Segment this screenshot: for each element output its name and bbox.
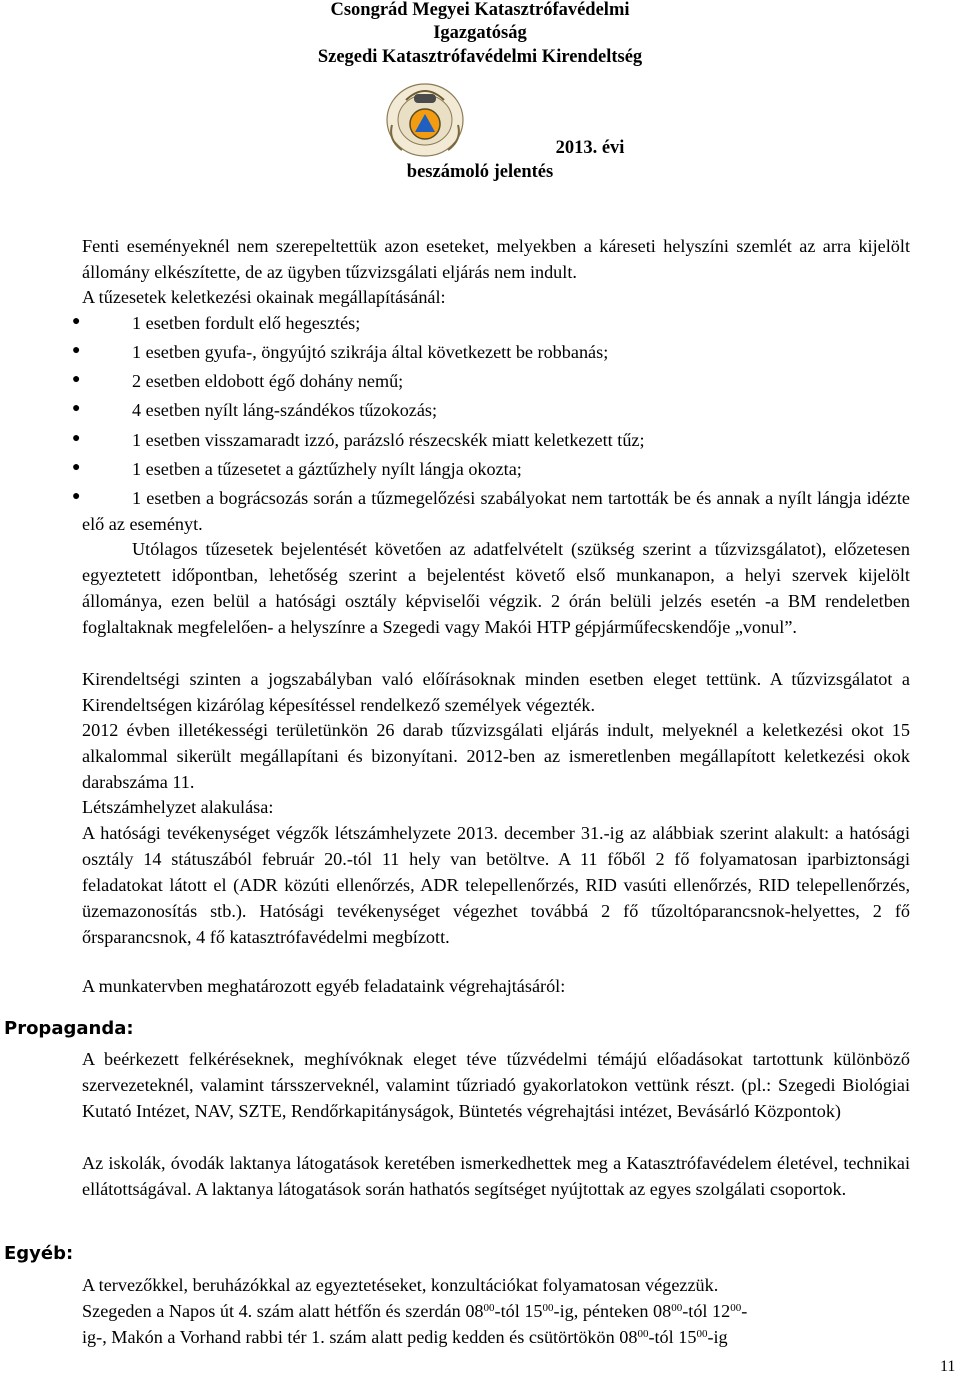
bullet-icon: ● xyxy=(72,431,81,446)
paragraph-propaganda-1: A beérkezett felkéréseknek, meghívóknak eleget téve tűzvédelmi témájú előadásokat tartottunk különböző szervezeteknél, valamint társszerveknél, valamint tűzriadó gyakorlatokon vettünk részt. (pl.: Szegedi Biológiai Kutató Intézet, NAV, SZTE, Rendőrkapitányságok, Büntetés végrehajtási intézet, Bevásárló Központok) xyxy=(82,1049,910,1121)
letszam-title: Létszámhelyzet alakulása: xyxy=(82,797,274,817)
paragraph-propaganda-2: Az iskolák, óvodák laktanya látogatások keretében ismerkedhettek meg a Katasztrófavédelem életével, technikai ellátottságával. A laktanya látogatások során hathatós segítséget nyújtottak az egyes szolgálati csoportok. xyxy=(82,1153,910,1199)
report-title: beszámoló jelentés xyxy=(406,162,554,182)
report-year: 2013. évi xyxy=(555,138,625,158)
list-item: 1 esetben gyufa-, öngyújtó szikrája által következett be robbanás; xyxy=(132,342,609,362)
paragraph-kirendeltseg: Kirendeltségi szinten a jogszabályban való előírásoknak minden esetben eleget tettünk. A tűzvizsgálatot a Kirendeltségen kizárólag képesítéssel rendelkező személyek végezték. xyxy=(82,669,910,715)
header-org-line2: Igazgatóság xyxy=(433,23,527,43)
causes-title: A tűzesetek keletkezési okainak megállapításánál: xyxy=(82,287,446,307)
list-item: 2 esetben eldobott égő dohány nemű; xyxy=(132,371,404,391)
bullet-icon: ● xyxy=(72,343,81,358)
list-item: 4 esetben nyílt láng-szándékos tűzokozás; xyxy=(132,400,438,420)
list-item: 1 esetben a tűzesetet a gáztűzhely nyílt lángja okozta; xyxy=(132,459,522,479)
egyeb-line-1: A tervezőkkel, beruházókkal az egyeztetéseket, konzultációkat folyamatosan végezzük. xyxy=(82,1275,719,1295)
list-item: 1 esetben a bográcsozás során a tűzmegelőzési szabályokat nem tartották be és annak a nyílt lángja idézte elő az eseményt. xyxy=(82,488,910,534)
list-item: 1 esetben visszamaradt izzó, parázsló részecskék miatt keletkezett tűz; xyxy=(132,430,645,450)
section-label-egyeb: Egyéb: xyxy=(4,1243,74,1264)
section-label-propaganda: Propaganda: xyxy=(4,1018,134,1039)
paragraph-2012: 2012 évben illetékességi területünkön 26 darab tűzvizsgálati eljárás indult, melyeknél a keletkezési okot 15 alkalommal sikerült megállapítani és bizonyítani. 2012-ben az ismeretlenben megállapított keletkezési okok darabszáma 11. xyxy=(82,720,910,792)
header-org-line3: Szegedi Katasztrófavédelmi Kirendeltség xyxy=(317,47,643,67)
page-number: 11 xyxy=(940,1358,956,1375)
list-item: 1 esetben fordult elő hegesztés; xyxy=(132,313,361,333)
egyeb-line-3: ig-, Makón a Vorhand rabbi tér 1. szám alatt pedig kedden és csütörtökön $08^{00}$-tól $15^{00}-ig$ xyxy=(82,1327,728,1347)
intro-paragraph: Fenti eseményeknél nem szerepeltettük azon eseteket, melyekben a káreseti helyszíni szemlét az arra kijelölt állomány elkészítette, de az ügyben tűzvizsgálati eljárás nem indult. xyxy=(82,236,910,282)
egyeb-line-2: Szegeden a Napos út 4. szám alatt hétfőn és szerdán $08^{00}$-tól $15^{00}-ig$, pénteken $08^{00}$-tól $12^{00}-$ xyxy=(82,1301,748,1321)
bullet-icon: ● xyxy=(72,489,81,504)
bullet-icon: ● xyxy=(72,314,81,329)
bullet-icon: ● xyxy=(72,460,81,475)
bullet-icon: ● xyxy=(72,372,81,387)
header-org-line1: Csongrád Megyei Katasztrófavédelmi xyxy=(330,0,630,20)
munkaterv-line: A munkatervben meghatározott egyéb feladataink végrehajtásáról: xyxy=(82,976,566,996)
paragraph-letszam: A hatósági tevékenységet végzők létszámhelyzete 2013. december 31.-ig az alábbiak szerint alakult: a hatósági osztály 14 státuszából február 20.-tól 11 hely van betöltve. A 11 főből 2 fő folyamatosan iparbiztonsági feladatokat látott el (ADR közúti ellenőrzés, ADR telepellenőrzés, RID vasúti ellenőrzés, RID telepellenőrzés, üzemazonosítás stb.). Hatósági tevékenységet végezhet továbbá 2 fő tűzoltóparancsnok-helyettes, 2 fő őrsparancsnok, 4 fő katasztrófavédelmi megbízott. xyxy=(82,823,910,947)
paragraph-utolagos: Utólagos tűzesetek bejelentését követően az adatfelvételt (szükség szerint a tűzvizsgálatot), előzetesen egyeztetett időpontban, lehetőség szerint a bejelentést követő első munkanapon, a helyi szervek kijelölt állománya, ezen belül a hatósági osztály képviselői végzik. 2 órán belüli jelzés esetén -a BM rendeletben foglaltaknak megfelelően- a helyszínre a Szegedi vagy Makói HTP gépjárműfecskendője „vonul”. xyxy=(82,539,910,637)
bullet-icon: ● xyxy=(72,401,81,416)
